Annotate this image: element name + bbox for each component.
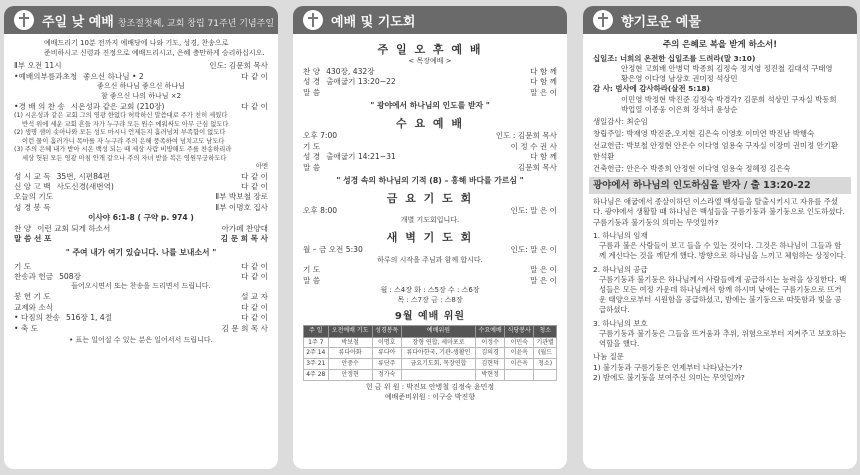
tithe-label: 십일조: 너희의 온전한 십일조를 드려라(말 3:10): [593, 53, 756, 63]
call-lyrics: 좋으신 하나님 좋으신 하나님 참 좋으신 나의 하나님 ×2: [97, 82, 185, 100]
panel-title: 향기로운 예물: [621, 15, 701, 30]
duty-cell: 장형 연합, 세마포로: [401, 337, 475, 348]
liturgy-item: 신 앙 고 백 사도신경(새번역) 다 같 이: [14, 181, 268, 191]
duty-cell: 김현덕: [476, 359, 505, 370]
dawn-service-item: 기 도 말 은 이: [303, 265, 557, 275]
pm-service-item: 찬 양 430장, 432장 다 함 께: [303, 66, 557, 76]
duty-cell: 기관별: [534, 337, 557, 348]
pm-service-item: 말 씀 말 은 이: [303, 87, 557, 97]
liturgy-item: 봉 헌 기 도 설 교 자: [14, 292, 268, 302]
sermon-title: " 주여 내가 여기 있습니다. 나를 보내소서 ": [65, 247, 217, 257]
dawn-service-item: 말 씀 말 은 이: [303, 275, 557, 285]
point-text: 구름과 불은 사람들이 보고 들을 수 있는 것이다. 그것은 하나님이 그들과 함께 계신다는 것을 깨닫게 했다. 방향으로 하나님을 느끼고 체험하는 상징이다.: [599, 241, 847, 261]
duty-cell: 안중수: [328, 359, 372, 370]
duty-col-header: 성경봉독: [372, 326, 401, 337]
wed-service-title: 수 요 예 배: [396, 116, 464, 130]
duty-cell: 4주 28: [304, 370, 329, 381]
duty-table: [303, 325, 557, 380]
panel-header: [293, 6, 567, 34]
devotional-intro: 하나님은 애굽에서 종살이하던 이스라엘 백성들을 탈출시키시고 자유를 주셨다. 광야에서 생활할 때 하나님은 백성들을 구름기둥과 불기둥으로 인도하셨다. 구름기둥과 불기둥의 의미는 무엇일까?: [593, 197, 845, 227]
panel-offerings: [583, 6, 857, 469]
duty-cell: 이윤옥: [505, 348, 534, 359]
duty-cell: 이은옥: [505, 359, 534, 370]
duty-cell: [505, 370, 534, 381]
point-text: 구름기둥과 불기둥은 하나님께서 사람들에게 공급하시는 능력을 상징한다. 백성들은 모든 여정 가운데 하나님께서 함께 하시며 낮에는 구름기둥으로 뜨거운 태양으로부터 시원함을 공급하셨고, 밤에는 불기둥으로 따뜻함과 빛을 공급하셨다.: [599, 274, 847, 315]
thanks-label: 감 사: 범사에 감사하라(살전 5:18): [593, 84, 710, 94]
duty-col-header: 청소: [534, 326, 557, 337]
wed-service-item: 기 도 이 정 수 권 사: [303, 141, 557, 151]
liturgy-item: 찬송과 헌금 508장 다 같 이: [14, 272, 268, 281]
question-1: 1) 불기둥과 구름기둥은 언제부터 나타났는가?: [593, 362, 743, 372]
sermon-row: 말 씀 선 포 김 문 희 목 사: [14, 234, 268, 244]
panel-header: [583, 6, 857, 34]
duty-cell: 류단주: [372, 359, 401, 370]
duty-row: [304, 359, 557, 370]
duty-cell: 류다아: [372, 348, 401, 359]
panel-title: 예배 및 기도회: [331, 15, 416, 30]
duty-cell: 이민숙: [505, 337, 534, 348]
footnote: • 표는 일어설 수 있는 분은 일어서서 드립니다.: [69, 336, 213, 344]
question-2: 2) 밤에도 불기둥을 보여주신 의미는 무엇일까?: [593, 372, 745, 382]
order-of-worship: [4, 34, 278, 350]
panel-sunday-worship: [4, 6, 278, 469]
church-logo-icon: [14, 10, 34, 30]
choir-row: 찬 양 이런 교회 되게 하소서 아가페 찬양대: [14, 223, 268, 233]
thanks-names: 이민영 박정현 박진준 김정숙 박경각? 김문희 석상민 구자실 박동희 박업열 이종웅 이은희 장석녀 윤상순: [621, 94, 837, 114]
panel-title: 주일 낮 예배 창조절첫째, 교회 창립 71주년 기념주일: [42, 15, 275, 30]
call-to-worship: •예배의부름과초청 좋으신 하나님 • 2 다 같 이: [14, 71, 268, 81]
point-heading: 3. 하나님의 보호: [593, 318, 648, 328]
questions-title: 나눔 질문: [593, 352, 624, 362]
wed-quote: " 성경 속의 하나님의 기적 (8) – 홍해 바다를 가르심 ": [336, 176, 524, 186]
church-logo-icon: [303, 10, 323, 30]
dawn-note: 하루의 시작을 주님과 함께 합시다.: [377, 255, 483, 264]
prep-committee: 예배준비위원 : 이구승 박진향: [384, 392, 476, 401]
duty-cell: 박현정: [476, 370, 505, 381]
offering-note: 들어오시면서 또는 찬송을 드리면서 드립니다.: [71, 282, 211, 291]
wed-service-item: 성 경 출애굽기 14:21~31 다 함 께: [303, 152, 557, 162]
liturgy-item: 오늘의 기도 Ⅱ부 박보철 장로: [14, 192, 268, 202]
duty-cell: 1주 7: [304, 337, 329, 348]
pm-quote: " 광야에서 하나님의 인도를 받자 ": [370, 101, 490, 111]
panel-subtitle: 창조절첫째, 교회 창립 71주년 기념주일: [117, 19, 275, 29]
liturgy-item: 성 경 봉 독 Ⅱ부 이명호 집사: [14, 202, 268, 212]
fri-note: 개별 기도회입니다.: [400, 216, 460, 225]
liturgy-item: • 다짐의 찬송 516장 1, 4절 다 같 이: [14, 313, 268, 323]
founding-offering: 창립주일: 박재영 박진준,오지현 김은숙 이영호 이미연 박진남 박행숙: [593, 129, 815, 139]
fri-time-row: 오후 8:00 인도: 말 은 이: [303, 205, 557, 215]
dawn-readings-1: 월 : 스4장 화 : 스5장 수 : 스6장: [380, 286, 480, 295]
duty-col-header: 예배위원: [401, 326, 475, 337]
offerings-body: [583, 34, 857, 387]
duty-cell: 김의경: [476, 348, 505, 359]
duty-cell: 류다아화: [328, 348, 372, 359]
intro-text: 예배드리기 10분 전까지 예배당에 나와 기도, 성경, 찬송으로 준비하시고 신령과 진정으로 예배드리시고, 은혜 충만하게 승리하십시오.: [44, 39, 265, 58]
duty-cell: 청소): [534, 359, 557, 370]
tithe-names: 안정현 고희배 안병덕 박종희 김정숙 정지영 정진철 김대석 구태영 황은영 이다영 남상호 권미정 석상민: [621, 63, 833, 84]
services-body: [293, 34, 567, 406]
dawn-prayer-title: 새 벽 기 도 회: [386, 231, 474, 245]
building-offering: 건축헌금: 안은수 박종희 안정현 이다영 엄용숙 정혜정 김은숙: [593, 163, 791, 173]
church-logo-icon: [593, 10, 613, 30]
wed-time-row: 오후 7:00 인도 : 김문희 목사: [303, 131, 557, 141]
point-heading: 1. 하나님의 임재: [593, 230, 648, 240]
duty-cell: 금요기도회, 목장연합: [401, 359, 475, 370]
duty-cell: 이명호: [372, 337, 401, 348]
missions-offering: 선교헌금: 박보철 안정현 안은수 이다영 엄용숙 구자실 이장미 권미정 안기환 한석환: [593, 141, 838, 161]
duty-cell: 정가숙: [372, 370, 401, 381]
duty-cell: 3주 21: [304, 359, 329, 370]
point-heading: 2. 하나님의 공급: [593, 264, 648, 274]
duty-title: 9월 예배 위원: [394, 310, 466, 322]
duty-col-header: 오전예배 기도: [328, 326, 372, 337]
duty-col-header: 식당봉사: [505, 326, 534, 337]
dawn-time-row: 월 – 금 오전 5:30 인도: 말 은 이: [303, 245, 557, 255]
pm-service-item: 성 경 출애굽기 13:20~22 다 함 께: [303, 77, 557, 87]
panel-header: [4, 6, 278, 34]
offering-heading: 주의 은혜로 복을 받게 하소서!: [662, 40, 778, 50]
birthday-offering: 생일감사: 최순임: [593, 117, 648, 127]
wed-service-item: 말 씀 김문희 목사: [303, 162, 557, 172]
duty-cell: (월드: [534, 348, 557, 359]
offering-committee: 헌 금 위 원 : 박진묘 안병철 김정숙 윤민정: [365, 382, 495, 391]
panel-services: [293, 6, 567, 469]
point-text: 구름기둥과 불기둥은 그들을 뜨거움과 추위, 위험으로부터 지켜주고 보호하는 역할을 했다.: [599, 328, 847, 349]
praise-hymn: •경 배 의 찬 송 시온성과 같은 교회 (210장) 다 같 이: [14, 101, 268, 111]
liturgy-item: 교제와 소식 다 같 이: [14, 302, 268, 312]
duty-row: [304, 348, 557, 359]
duty-cell: 안정현: [328, 370, 372, 381]
liturgy-item: • 축 도 김 문 희 목 사: [14, 323, 268, 333]
duty-row: [304, 337, 557, 348]
liturgy-item: 성 시 교 독 35번, 시편84편 다 같 이: [14, 171, 268, 181]
duty-col-header: 수요예배: [476, 326, 505, 337]
hymn-lyrics: (1) 시온성과 같은 교회 그의 영광 한없다 허락하신 말씀대로 주가 친히 세웠다 반석 위에 세운 교회 흔들 자가 누구랴 모든 원수 에워싸도 아무 근심 없도다 (2) 생명 샘이 솟아나와 모든 성도 마시니 언제든지 흘러넘쳐 부족함이 없도다 이런 물이 흘러가니 목마를 자 누구랴 주의 은혜 풍족하여 넘치고도 남도다 (3) 주의 은혜 내가 받아 시온 백성 되는 때 세상 사람 비방해도 주를 찬송하리라 세상 헛된 모든 영광 아침 안개 같으나 주의 자녀 받을 복은 영원무궁하도다 아멘: [14, 112, 268, 170]
duty-cell: [534, 370, 557, 381]
duty-row: [304, 370, 557, 381]
fri-prayer-title: 금 요 기 도 회: [386, 191, 474, 205]
duty-cell: 류다아한국, 기관-생활인: [401, 348, 475, 359]
duty-cell: 2주 14: [304, 348, 329, 359]
scripture-ref: 이사야 6:1-8 ( 구약 p. 974 ): [88, 213, 194, 223]
pm-service-title: 주 일 오 후 예 배: [377, 43, 483, 56]
liturgy-item: 기 도 다 같 이: [14, 261, 268, 271]
duty-cell: 이정수: [476, 337, 505, 348]
service-time-row: Ⅱ부 오전 11시 인도: 김문희 목사: [14, 61, 268, 71]
duty-cell: 박보철: [328, 337, 372, 348]
duty-cell: [401, 370, 475, 381]
pm-service-sub: < 목장예배 >: [408, 57, 452, 66]
devotional-banner: 광야에서 하나님의 인도하심을 받자 / 출 13:20-22: [589, 177, 851, 194]
dawn-readings-2: 목 : 스7장 금 : 스8장: [397, 295, 463, 304]
duty-col-header: 주 일: [304, 326, 329, 337]
